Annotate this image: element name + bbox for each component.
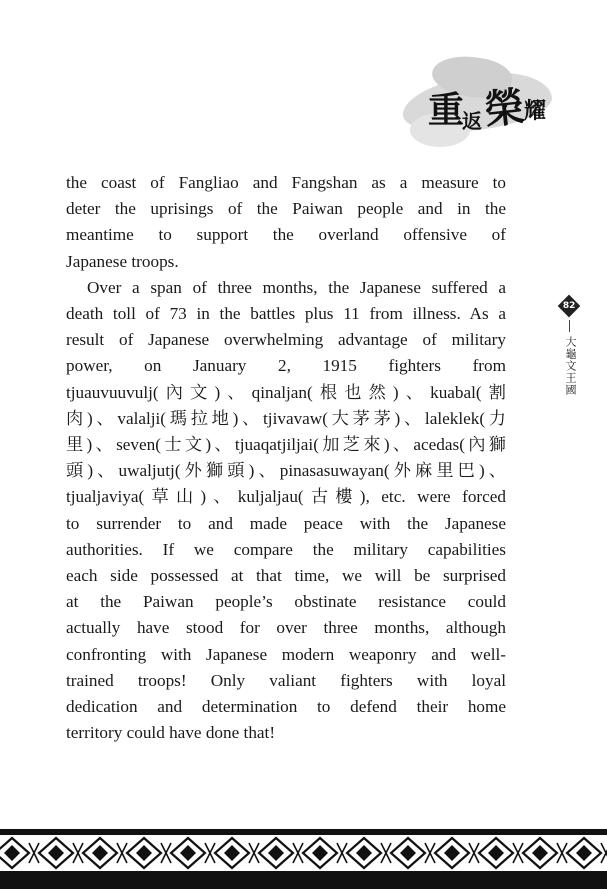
title-char: 榮 [481,83,527,134]
text-line: 里)、seven(士文)、tjuaqatjiljai(加芝來)、acedas(內獅 [66,435,506,455]
text-line: at the Paiwan people’s obstinate resistance could [66,592,506,612]
chapter-title [428,77,546,134]
divider [569,320,570,332]
text-line: actually have stood for over three months, although [66,618,506,638]
page-number: 82 [562,301,576,311]
text-line: to surrender to and made peace with the Japanese [66,513,506,533]
text-line: the coast of Fangliao and Fangshan as a measure to [66,173,506,192]
title-char: 重 [428,89,465,131]
text-line: trained troops! Only valiant fighters with loyal [66,670,506,690]
text-line: dedication and determination to defend their home [66,697,506,717]
footer-stripe [0,871,607,889]
text-line: 肉)、valalji(瑪拉地)、tjivavaw(大茅茅)、laleklek(力 [66,408,506,428]
title-char: 返 [462,109,483,133]
side-tab [556,298,582,396]
text-line: result of Japanese overwhelming advantage of military [66,330,506,350]
text-line: Japanese troops. [66,251,179,271]
text-line: territory could have done that! [66,723,276,743]
diamond-pattern-graphic [0,835,607,871]
text-line: Over a span of three months, the Japanese suffered a [87,277,506,297]
chapter-title-emblem [392,55,567,155]
text-line: authorities. If we compare the military capabilities [66,539,506,559]
text-line: deter the uprisings of the Paiwan people and in the [66,199,506,219]
text-line: tjualjaviya(草山)、kuljaljau(古樓), etc. were forced [66,487,506,507]
text-line: meantime to support the overland offensive of [66,225,506,245]
title-char: 耀 [524,98,547,124]
body-text [66,170,506,746]
text-line: each side possessed at that time, we will be surprised [66,566,506,586]
page-number-badge [558,295,581,318]
diamond-pattern [0,835,607,871]
text-line: confronting with Japanese modern weaponry and well- [66,644,506,664]
text-line: 頭)、uwaljutj(外獅頭)、pinasasuwayan(外麻里巴)、 [66,461,506,481]
footer-band [0,829,607,889]
text-line: power, on January 2, 1915 fighters from [66,356,506,376]
text-line: tjuauvuuvulj(內文)、qinaljan(根也然)、kuabal(割 [66,382,506,402]
section-label: 大龜文王國 [564,336,577,396]
text-line: death toll of 73 in the battles plus 11 from illness. As a [66,304,506,324]
